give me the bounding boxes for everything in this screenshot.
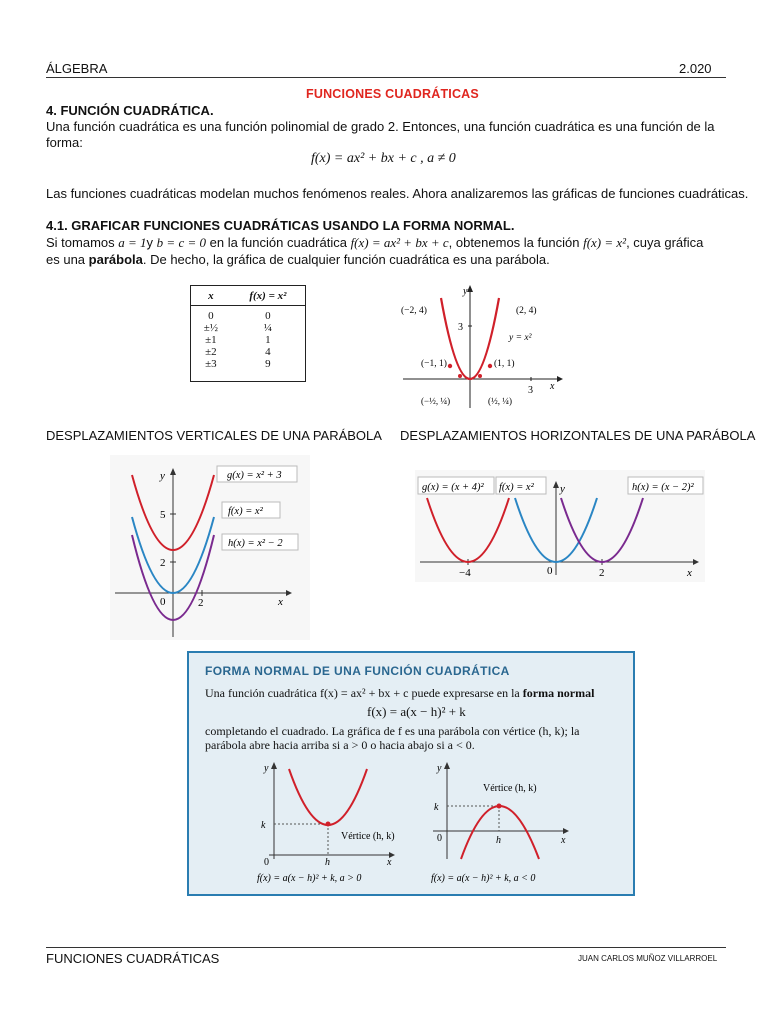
x-label: x xyxy=(278,596,283,608)
value-table xyxy=(190,285,306,382)
curve-down xyxy=(461,806,539,859)
box-line3: parábola abre hacia arriba si a > 0 o hacia abajo si a < 0. xyxy=(205,738,475,752)
table-row xyxy=(191,358,305,370)
table-cell: 0 xyxy=(208,309,214,322)
point-label: (½, ¼) xyxy=(488,396,512,406)
table-cell: 9 xyxy=(265,357,271,370)
math-fx-x2: f(x) = x² xyxy=(583,235,627,250)
text-bold: forma normal xyxy=(522,686,595,700)
text: Una función cuadrática f(x) = ax² + bx + c puede expresarse en la xyxy=(205,686,520,700)
math-a: a = 1 xyxy=(118,235,147,250)
y-label: y xyxy=(437,763,442,774)
normal-form-box xyxy=(187,651,635,896)
vertex-marker xyxy=(497,804,502,809)
vertical-shift-graph xyxy=(110,455,310,640)
table-row xyxy=(191,310,305,322)
tick-label: −4 xyxy=(459,567,471,579)
box-line1 xyxy=(205,686,594,701)
point-marker xyxy=(478,374,482,378)
table-cell: ±3 xyxy=(205,357,217,370)
page-title: FUNCIONES CUADRÁTICAS xyxy=(306,87,479,101)
tick-label: 2 xyxy=(599,567,605,579)
section-41-line1 xyxy=(46,235,703,251)
y-label: y xyxy=(264,763,269,774)
label-h: h(x) = (x − 2)² xyxy=(632,482,694,493)
equation-label: y = x² xyxy=(509,333,532,343)
quadratic-formula: f(x) = ax² + bx + c , a ≠ 0 xyxy=(311,151,456,166)
box-graph-down xyxy=(429,759,579,883)
graph-caption: f(x) = a(x − h)² + k, a > 0 xyxy=(257,873,362,883)
caption-vertical-shift: DESPLAZAMIENTOS VERTICALES DE UNA PARÁBOLA xyxy=(46,428,382,443)
tick-label: 2 xyxy=(198,597,204,609)
section-4-paragraph: Las funciones cuadráticas modelan muchos fenómenos reales. Ahora analizaremos las gráficas de funciones cuadráticas. xyxy=(46,186,749,201)
tick-label: 5 xyxy=(160,509,166,521)
label-f: f(x) = x² xyxy=(499,482,534,493)
table-header-fx: f(x) = x² xyxy=(249,290,287,302)
parabola-graph xyxy=(395,280,570,415)
horizontal-shift-graph xyxy=(415,470,705,582)
header-left: ÁLGEBRA xyxy=(46,61,108,76)
box-graph-up xyxy=(255,759,400,883)
label-g: g(x) = x² + 3 xyxy=(227,470,282,481)
label-h: h(x) = x² − 2 xyxy=(228,538,283,549)
header-rule xyxy=(46,77,726,78)
y-label: y xyxy=(160,470,165,482)
tick-label: 3 xyxy=(458,322,463,333)
k-label: k xyxy=(261,820,266,831)
table-cell: ±1 xyxy=(205,333,217,346)
x-label: x xyxy=(550,381,555,392)
point-marker xyxy=(448,364,452,368)
box-title: FORMA NORMAL DE UNA FUNCIÓN CUADRÁTICA xyxy=(205,664,510,678)
label-f: f(x) = x² xyxy=(228,506,263,517)
x-label: x xyxy=(387,857,392,868)
point-label: (1, 1) xyxy=(494,359,515,369)
text: , obtenemos la función xyxy=(448,235,580,250)
text: en la función cuadrática xyxy=(209,235,347,250)
table-cell: 4 xyxy=(265,345,271,358)
table-cell: ¼ xyxy=(263,321,272,334)
footer-rule xyxy=(46,947,726,948)
k-label: k xyxy=(434,802,439,813)
point-label: (−2, 4) xyxy=(401,306,427,316)
math-bc: b = c = 0 xyxy=(156,235,206,250)
table-row xyxy=(191,346,305,358)
point-marker xyxy=(488,364,492,368)
point-label: (2, 4) xyxy=(516,306,537,316)
caption-horizontal-shift: DESPLAZAMIENTOS HORIZONTALES DE UNA PARÁBOLA xyxy=(400,428,756,443)
x-axis-arrow xyxy=(557,376,563,382)
label-g: g(x) = (x + 4)² xyxy=(422,482,484,493)
text-bold: parábola xyxy=(88,252,143,267)
x-axis-arrow xyxy=(563,828,569,834)
tick-label: 2 xyxy=(160,557,166,569)
box-formula: f(x) = a(x − h)² + k xyxy=(367,704,466,719)
x-label: x xyxy=(561,835,566,846)
h-label: h xyxy=(496,835,501,846)
tick-label: 3 xyxy=(528,385,533,396)
y-label: y xyxy=(560,483,565,495)
section-41-line2 xyxy=(46,252,550,268)
header-right: 2.020 xyxy=(679,61,712,76)
point-marker xyxy=(458,374,462,378)
tick-label: 0 xyxy=(160,596,166,608)
y-axis-arrow xyxy=(271,762,277,769)
footer-left: FUNCIONES CUADRÁTICAS xyxy=(46,951,220,966)
section-4-heading: 4. FUNCIÓN CUADRÁTICA. xyxy=(46,103,214,118)
h-label: h xyxy=(325,857,330,868)
y-axis-arrow xyxy=(444,762,450,769)
table-cell: 1 xyxy=(265,333,271,346)
curve-up xyxy=(289,769,367,825)
text: es una xyxy=(46,252,86,267)
table-cell: ±2 xyxy=(205,345,217,358)
table-row xyxy=(191,322,305,334)
math-general: f(x) = ax² + bx + c xyxy=(350,235,449,250)
text: y xyxy=(146,235,154,250)
section-4-intro-line2: forma: xyxy=(46,135,83,150)
point-label: (−½, ¼) xyxy=(421,396,451,406)
text: Si tomamos xyxy=(46,235,115,250)
text: . De hecho, la gráfica de cualquier función cuadrática es una parábola. xyxy=(142,252,550,267)
box-line2: completando el cuadrado. La gráfica de f es una parábola con vértice (h, k); la xyxy=(205,724,580,738)
zero-label: 0 xyxy=(264,857,269,868)
zero-label: 0 xyxy=(437,833,442,844)
point-label: (−1, 1) xyxy=(421,359,447,369)
vertex-marker xyxy=(326,822,331,827)
table-row xyxy=(191,334,305,346)
section-41-heading: 4.1. GRAFICAR FUNCIONES CUADRÁTICAS USANDO LA FORMA NORMAL. xyxy=(46,218,515,233)
vertex-label: Vértice (h, k) xyxy=(341,831,395,842)
y-label: y xyxy=(463,286,468,297)
x-label: x xyxy=(687,567,692,579)
table-cell: 0 xyxy=(265,309,271,322)
section-4-intro-line1: Una función cuadrática es una función polinomial de grado 2. Entonces, una función cuadrática es una función de la xyxy=(46,119,715,134)
y-axis-arrow xyxy=(467,285,473,292)
table-cell: ±½ xyxy=(203,321,219,334)
tick-label: 0 xyxy=(547,565,553,577)
text: , cuya gráfica xyxy=(626,235,704,250)
vertex-label: Vértice (h, k) xyxy=(483,783,537,794)
table-header-x: x xyxy=(208,290,214,302)
footer-right: JUAN CARLOS MUÑOZ VILLARROEL xyxy=(578,954,718,963)
graph-caption: f(x) = a(x − h)² + k, a < 0 xyxy=(431,873,536,883)
